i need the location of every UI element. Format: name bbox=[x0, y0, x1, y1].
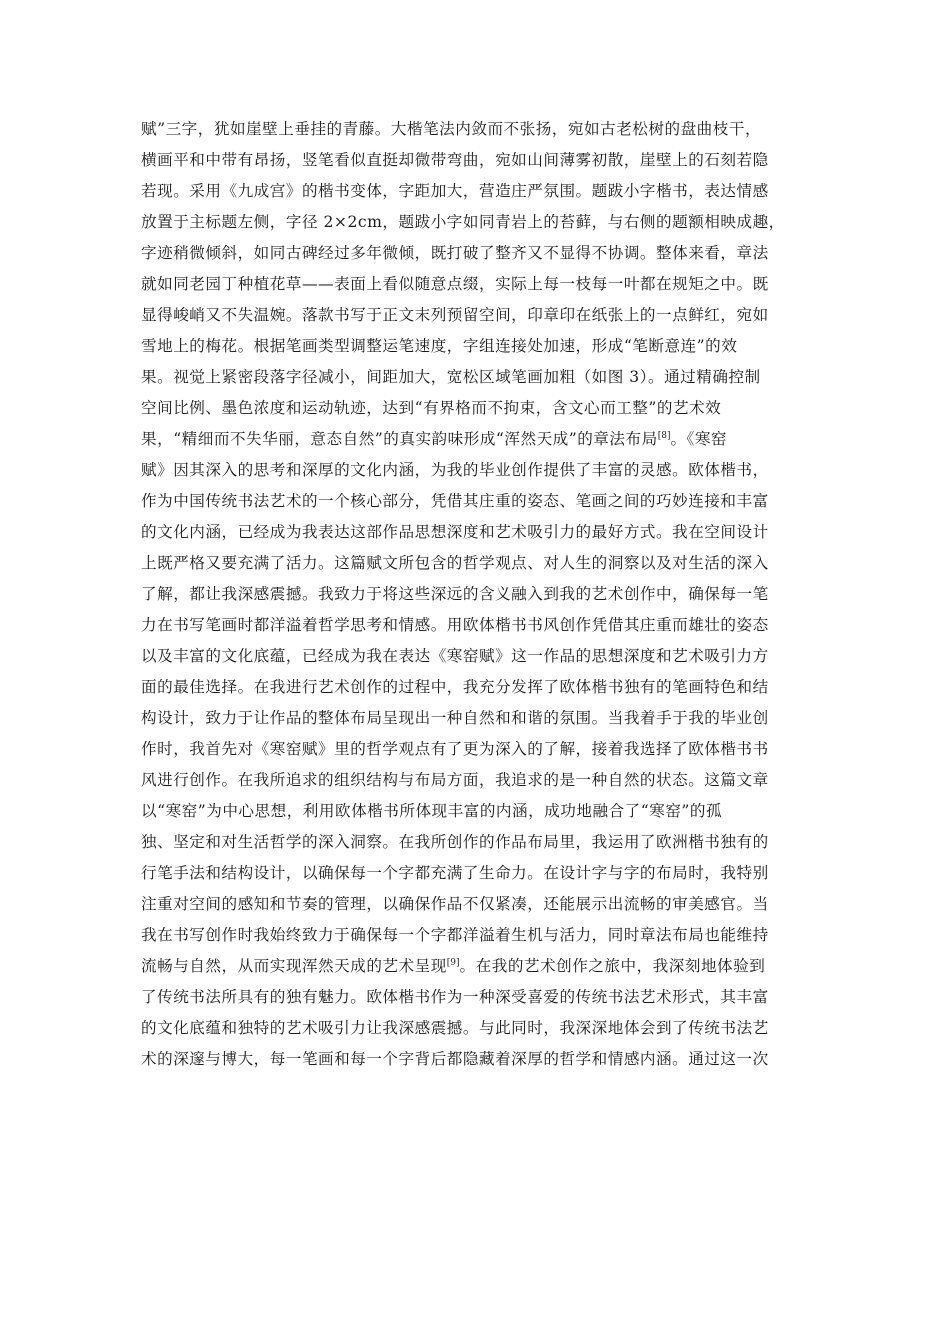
text-line-11 bbox=[141, 424, 811, 455]
text-line-10: 空间比例、墨色浓度和运动轨迹，达到“有界格而不拘束，含文心而工整”的艺术效 bbox=[141, 399, 722, 417]
text-line-4: 放置于主标题左侧，字径 2×2cm，题跋小字如同青岩上的苔藓，与右侧的题额相映成趣， bbox=[141, 213, 785, 231]
text-line-14: 的文化内涵，已经成为我表达这部作品思想深度和艺术吸引力的最好方式。我在空间设计 bbox=[141, 523, 769, 541]
text-line-13: 作为中国传统书法艺术的一个核心部分，凭借其庄重的姿态、笔画之间的巧妙连接和丰富 bbox=[141, 492, 769, 510]
text-line-11-main: 果，“精细而不失华丽，意态自然”的真实韵味形成“浑然天成”的章法布局 bbox=[141, 430, 658, 448]
body-paragraph bbox=[141, 114, 811, 1075]
text-line-28 bbox=[141, 951, 811, 982]
text-line-15: 上既严格又要充满了活力。这篇赋文所包含的哲学观点、对人生的洞察以及对生活的深入 bbox=[141, 554, 769, 572]
text-line-25: 行笔手法和结构设计，以确保每一个字都充满了生命力。在设计字与字的布局时，我特别 bbox=[141, 864, 769, 882]
text-line-28-tail: 。在我的艺术创作之旅中，我深刻地体验到 bbox=[459, 957, 766, 975]
text-line-3: 若现。采用《九成宫》的楷书变体，字距加大，营造庄严氛围。题跋小字楷书，表达情感 bbox=[141, 182, 769, 200]
text-line-27: 我在书写创作时我始终致力于确保每一个字都洋溢着生机与活力，同时章法布局也能维持 bbox=[141, 926, 769, 944]
text-line-19: 面的最佳选择。在我进行艺术创作的过程中，我充分发挥了欧体楷书独有的笔画特色和结 bbox=[141, 678, 769, 696]
text-line-31: 术的深邃与博大，每一笔画和每一个字背后都隐藏着深厚的哲学和情感内涵。通过这一次 bbox=[141, 1050, 769, 1068]
text-line-1: 赋”三字，犹如崖壁上垂挂的青藤。大楷笔法内敛而不张扬，宛如古老松树的盘曲枝干， bbox=[141, 120, 762, 138]
text-line-30: 的文化底蕴和独特的艺术吸引力让我深感震撼。与此同时，我深深地体会到了传统书法艺 bbox=[141, 1019, 769, 1037]
text-line-6: 就如同老园丁种植花草——表面上看似随意点缀，实际上每一枝每一叶都在规矩之中。既 bbox=[141, 275, 769, 293]
text-line-21: 作时，我首先对《寒窑赋》里的哲学观点有了更为深入的了解，接着我选择了欧体楷书书 bbox=[141, 740, 769, 758]
text-line-11-tail: 。《寒窑 bbox=[670, 430, 728, 448]
text-line-5: 字迹稍微倾斜，如同古碑经过多年微倾，既打破了整齐又不显得不协调。整体来看，章法 bbox=[141, 244, 769, 262]
text-line-9: 果。视觉上紧密段落字径减小，间距加大，宽松区域笔画加粗（如图 3）。通过精确控制 bbox=[141, 368, 761, 386]
text-line-24: 独、坚定和对生活哲学的深入洞察。在我所创作的作品布局里，我运用了欧洲楷书独有的 bbox=[141, 833, 769, 851]
text-line-16: 了解，都让我深感震撼。我致力于将这些深远的含义融入到我的艺术创作中，确保每一笔 bbox=[141, 585, 769, 603]
text-line-26: 注重对空间的感知和节奏的管理，以确保作品不仅紧凑，还能展示出流畅的审美感官。当 bbox=[141, 895, 769, 913]
citation-ref-9: [9] bbox=[446, 957, 460, 968]
text-line-12: 赋》因其深入的思考和深厚的文化内涵，为我的毕业创作提供了丰富的灵感。欧体楷书， bbox=[141, 461, 769, 479]
text-line-23: 以“寒窑”为中心思想，利用欧体楷书所体现丰富的内涵，成功地融合了“寒窑”的孤 bbox=[141, 802, 723, 820]
citation-ref-8: [8] bbox=[657, 430, 671, 441]
text-line-28-main: 流畅与自然，从而实现浑然天成的艺术呈现 bbox=[141, 957, 447, 975]
text-line-22: 风进行创作。在我所追求的组织结构与布局方面，我追求的是一种自然的状态。这篇文章 bbox=[141, 771, 769, 789]
text-line-8: 雪地上的梅花。根据笔画类型调整运笔速度，字组连接处加速，形成“笔断意连”的效 bbox=[141, 337, 738, 355]
text-line-29: 了传统书法所具有的独有魅力。欧体楷书作为一种深受喜爱的传统书法艺术形式，其丰富 bbox=[141, 988, 769, 1006]
text-line-20: 构设计，致力于让作品的整体布局呈现出一种自然和和谐的氛围。当我着手于我的毕业创 bbox=[141, 709, 769, 727]
text-line-2: 横画平和中带有昂扬，竖笔看似直挺却微带弯曲，宛如山间薄雾初散，崖壁上的石刻若隐 bbox=[141, 151, 769, 169]
text-line-18: 以及丰富的文化底蕴，已经成为我在表达《寒窑赋》这一作品的思想深度和艺术吸引力方 bbox=[141, 647, 769, 665]
text-line-7: 显得峻峭又不失温婉。落款书写于正文末列预留空间，印章印在纸张上的一点鲜红，宛如 bbox=[141, 306, 769, 324]
text-line-17: 力在书写笔画时都洋溢着哲学思考和情感。用欧体楷书书风创作凭借其庄重而雄壮的姿态 bbox=[141, 616, 769, 634]
